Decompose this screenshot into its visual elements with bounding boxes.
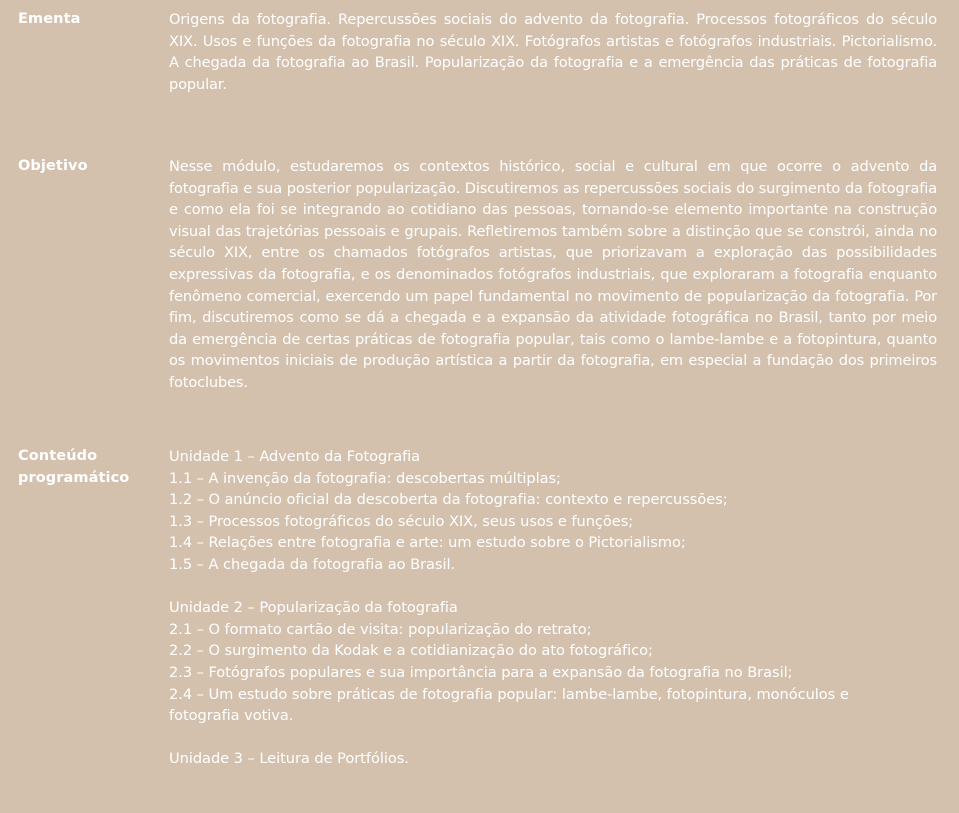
list-spacer <box>169 576 937 598</box>
list-spacer <box>169 727 937 749</box>
ementa-text: Origens da fotografia. Repercussões sociais do advento da fotografia. Processos fotográficos do século XIX. Usos e funções da fotografia no século XIX. Fotógrafos artistas e fotógrafos industriais. Pictorialismo. A chegada da fotografia ao Brasil. Popularização da fotografia e a emergência das práticas de fotografia popular. <box>169 11 937 93</box>
unit1-item-4: 1.4 – Relações entre fotografia e arte: um estudo sobre o Pictorialismo; <box>169 534 686 552</box>
ementa-label: Ementa <box>18 11 81 27</box>
section-objetivo <box>0 156 959 421</box>
objetivo-text: Nesse módulo, estudaremos os contextos histórico, social e cultural em que ocorre o advento da fotografia e sua posterior popularização. Discutiremos as repercussões sociais do surgimento da fotografia e como ela foi se integrando ao cotidiano das pessoas, tornando-se elemento importante na construção visual das trajetórias pessoais e grupais. Refletiremos também sobre a distinção que se constrói, ainda no século XIX, entre os chamados fotógrafos artistas, que priorizavam a exploração das possibilidades expressivas da fotografia, e os denominados fotógrafos industriais, que exploraram a fotografia enquanto fenômeno comercial, exercendo um papel fundamental no movimento de popularização da fotografia. Por fim, discutiremos como se dá a chegada e a expansão da atividade fotográfica no Brasil, tanto por meio da emergência de certas práticas de fotografia popular, tais como o lambe-lambe e a fotopintura, quanto os movimentos iniciais de produção artística a partir da fotografia, em especial a fundação dos primeiros fotoclubes. <box>169 158 937 391</box>
unit3-title: Unidade 3 – Leitura de Portfólios. <box>169 750 409 768</box>
objetivo-label: Objetivo <box>18 158 88 174</box>
conteudo-label-line1: Conteúdo <box>18 448 98 464</box>
conteudo-label-line2: programático <box>18 469 130 486</box>
conteudo-list <box>169 446 937 770</box>
section-conteudo <box>0 446 959 806</box>
unit2-item-3: 2.3 – Fotógrafos populares e sua importância para a expansão da fotografia no Brasil; <box>169 663 793 681</box>
unit1-item-3: 1.3 – Processos fotográficos do século XIX, seus usos e funções; <box>169 512 634 530</box>
unit2-item-2: 2.2 – O surgimento da Kodak e a cotidianização do ato fotográfico; <box>169 642 653 660</box>
unit2-title: Unidade 2 – Popularização da fotografia <box>169 599 458 617</box>
unit2-item-1: 2.1 – O formato cartão de visita: popularização do retrato; <box>169 620 592 638</box>
unit2-item-4-cont: fotografia votiva. <box>169 707 294 725</box>
unit1-item-5: 1.5 – A chegada da fotografia ao Brasil. <box>169 555 456 573</box>
conteudo-label <box>18 446 158 489</box>
unit1-title: Unidade 1 – Advento da Fotografia <box>169 448 421 465</box>
unit1-item-2: 1.2 – O anúncio oficial da descoberta da fotografia: contexto e repercussões; <box>169 491 728 509</box>
unit1-item-1: 1.1 – A invenção da fotografia: descobertas múltiplas; <box>169 469 561 487</box>
unit2-item-4: 2.4 – Um estudo sobre práticas de fotografia popular: lambe-lambe, fotopintura, monóculos e <box>169 685 849 703</box>
section-ementa <box>0 9 959 99</box>
